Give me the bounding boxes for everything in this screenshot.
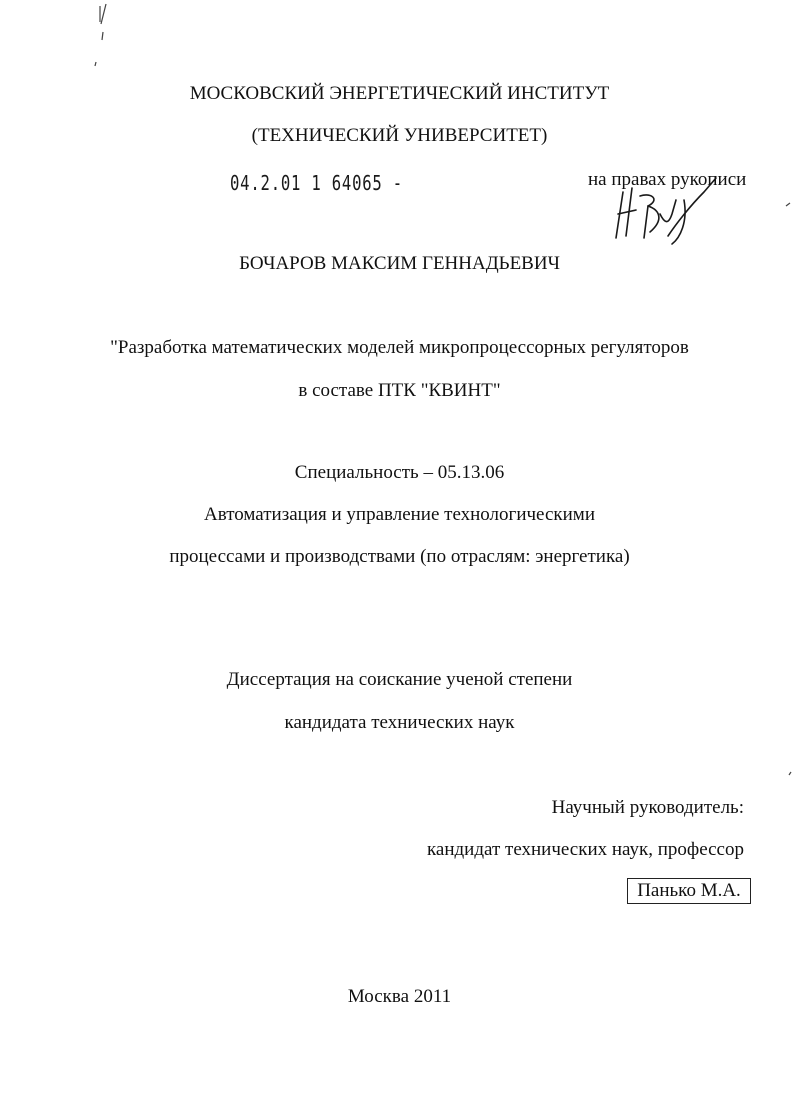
dissertation-title-line-2: в составе ПТК "КВИНТ"	[298, 380, 501, 401]
author-name: БОЧАРОВ МАКСИМ ГЕННАДЬЕВИЧ	[239, 253, 560, 274]
university-subtitle: (ТЕХНИЧЕСКИЙ УНИВЕРСИТЕТ)	[251, 125, 548, 146]
dissertation-title-line-1: "Разработка математических моделей микропроцессорных регуляторов	[110, 337, 689, 358]
specialty-name-line-1: Автоматизация и управление технологическими	[204, 504, 595, 525]
degree-line-2: кандидата технических наук	[284, 712, 515, 733]
specialty-code: Специальность – 05.13.06	[294, 462, 505, 483]
degree-line-1: Диссертация на соискание ученой степени	[226, 669, 573, 690]
institute-name: МОСКОВСКИЙ ЭНЕРГЕТИЧЕСКИЙ ИНСТИТУТ	[189, 83, 610, 104]
manuscript-note: на правах рукописи	[588, 169, 747, 190]
specialty-name-line-2: процессами и производствами (по отраслям: энергетика)	[169, 546, 630, 567]
supervisor-title: кандидат технических наук, профессор	[426, 839, 744, 860]
city-year: Москва 2011	[347, 986, 452, 1007]
registry-stamp: 04.2.01 1 64065 -	[230, 171, 403, 195]
supervisor-name: Панько М.А.	[627, 878, 751, 904]
supervisor-label: Научный руководитель:	[551, 797, 744, 818]
